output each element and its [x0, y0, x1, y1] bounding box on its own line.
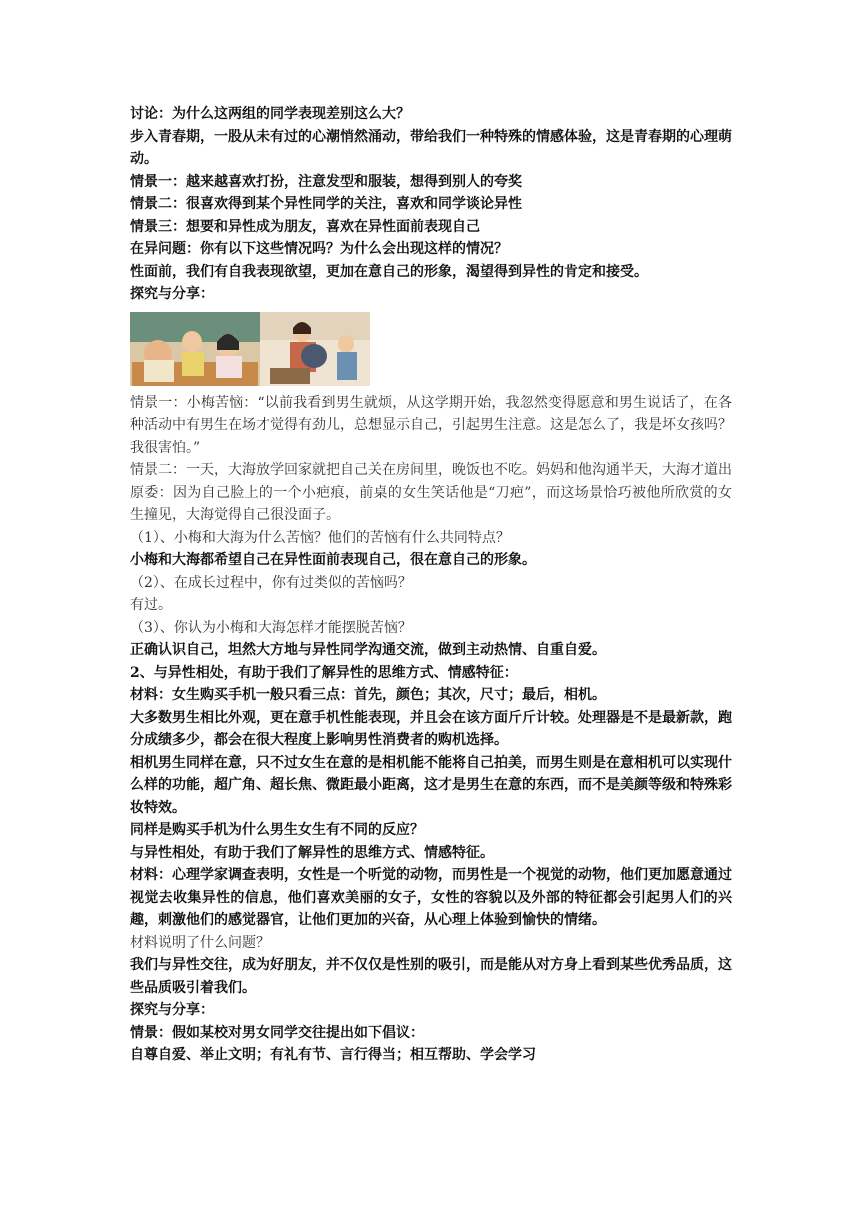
home-illustration-right [260, 312, 370, 386]
top-paragraph: 情景一：越来越喜欢打扮，注意发型和服装，想得到别人的夸奖 [130, 173, 522, 190]
top-paragraph: 情景二：很喜欢得到某个异性同学的关注，喜欢和同学谈论异性 [130, 196, 522, 212]
bottom-paragraph: 正确认识自己，坦然大方地与异性同学沟通交流，做到主动热情、自重自爱。 [130, 642, 606, 658]
bottom-paragraph: 情景：假如某校对男女同学交往提出如下倡议： [130, 1024, 424, 1041]
bottom-paragraph: 我们与异性交往，成为好朋友，并不仅仅是性别的吸引，而是能从对方身上看到某些优秀品质，这些品质吸引着我们。 [130, 957, 732, 996]
top-paragraph: 在异问题：你有以下这些情况吗？为什么会出现这样的情况？ [130, 241, 508, 257]
bottom-paragraph: 材料：女生购买手机一般只看三点：首先，颜色；其次，尺寸；最后，相机。 [130, 687, 606, 703]
bottom-paragraph: 大多数男生相比外观，更在意手机性能表现，并且会在该方面斤斤计较。处理器是不是最新款，跑分成绩多少，都会在很大程度上影响男性消费者的购机选择。 [130, 709, 732, 748]
top-paragraph: 步入青春期，一股从未有过的心潮悄然涌动，带给我们一种特殊的情感体验，这是青春期的心理萌动。 [130, 128, 732, 167]
bottom-paragraph: 2、与异性相处，有助于我们了解异性的思维方式、情感特征： [130, 664, 518, 681]
text-block-bottom [130, 392, 732, 1067]
bottom-paragraph: 材料说明了什么问题？ [130, 934, 270, 951]
bottom-paragraph: 小梅和大海都希望自己在异性面前表现自己，很在意自己的形象。 [130, 552, 536, 568]
bottom-paragraph: （2）、在成长过程中，你有过类似的苦恼吗？ [130, 574, 412, 591]
top-paragraph: 性面前，我们有自我表现欲望，更加在意自己的形象，渴望得到异性的肯定和接受。 [130, 263, 648, 280]
top-paragraph: 情景三：想要和异性成为朋友，喜欢在异性面前表现自己 [130, 218, 480, 235]
bottom-paragraph: 有过。 [130, 597, 172, 613]
bottom-paragraph: 情景二：一天，大海放学回家就把自己关在房间里，晚饭也不吃。妈妈和他沟通半天，大海才道出原委：因为自己脸上的一个小疤痕，前桌的女生笑话他是“刀疤”，而这场景恰巧被他所欣赏的女生撞见，大海觉得自己很没面子。 [130, 462, 732, 523]
bottom-paragraph: 探究与分享： [130, 1002, 214, 1018]
top-paragraph: 讨论：为什么这两组的同学表现差别这么大？ [130, 106, 410, 122]
bottom-paragraph: 材料：心理学家调查表明，女性是一个听觉的动物，而男性是一个视觉的动物，他们更加愿意通过视觉去收集异性的信息，他们喜欢美丽的女子，女性的容貌以及外部的特征都会引起男人们的兴趣，刺激他们的感觉器官，让他们更加的兴奋，从心理上体验到愉快的情绪。 [130, 867, 732, 928]
text-block-top [130, 103, 732, 306]
bottom-paragraph: 同样是购买手机为什么男生女生有不同的反应？ [130, 822, 424, 838]
top-paragraph: 探究与分享： [130, 286, 214, 302]
document-page [130, 103, 732, 1067]
bottom-paragraph: （1）、小梅和大海为什么苦恼？他们的苦恼有什么共同特点？ [130, 529, 510, 546]
bottom-paragraph: 情景一：小梅苦恼：“以前我看到男生就烦，从这学期开始，我忽然变得愿意和男生说话了，在各种活动中有男生在场才觉得有劲儿，总想显示自己，引起男生注意。这是怎么了，我是坏女孩吗？我很害怕。” [130, 394, 732, 456]
classroom-illustration-left [130, 312, 260, 386]
bottom-paragraph: 自尊自爱、举止文明；有礼有节、言行得当；相互帮助、学会学习 [130, 1047, 536, 1063]
bottom-paragraph: 相机男生同样在意，只不过女生在意的是相机能不能将自己拍美，而男生则是在意相机可以实现什么样的功能，超广角、超长焦、微距最小距离，这才是男生在意的东西，而不是美颜等级和特殊彩妆特效。 [130, 754, 732, 816]
bottom-paragraph: 与异性相处，有助于我们了解异性的思维方式、情感特征。 [130, 844, 494, 861]
illustration-row [130, 312, 370, 386]
bottom-paragraph: （3）、你认为小梅和大海怎样才能摆脱苦恼？ [130, 619, 412, 636]
